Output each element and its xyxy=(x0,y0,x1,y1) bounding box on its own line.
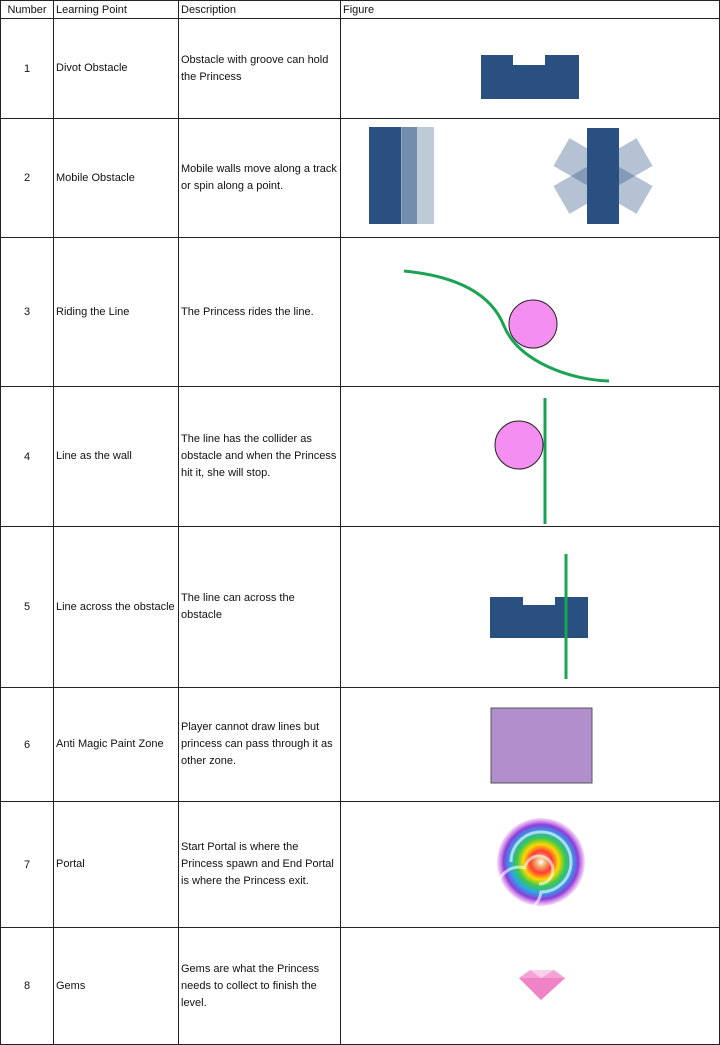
learning-point-description: Gems are what the Princess needs to collect to finish the level. xyxy=(179,928,341,1045)
mobile-obstacle-figure xyxy=(341,119,720,237)
learning-point-name: Riding the Line xyxy=(54,238,179,387)
learning-point-name: Anti Magic Paint Zone xyxy=(54,688,179,802)
figure-cell xyxy=(341,527,720,688)
learning-point-name: Gems xyxy=(54,928,179,1045)
table-row xyxy=(1,928,720,1045)
row-number: 1 xyxy=(1,19,54,119)
table-row xyxy=(1,802,720,928)
divot-obstacle-shape xyxy=(490,597,588,638)
figure-cell xyxy=(341,802,720,928)
learning-point-description: The Princess rides the line. xyxy=(179,238,341,387)
learning-point-description: Start Portal is where the Princess spawn and End Portal is where the Princess exit. xyxy=(179,802,341,928)
table-row xyxy=(1,387,720,527)
learning-point-name: Line across the obstacle xyxy=(54,527,179,688)
learning-point-name: Mobile Obstacle xyxy=(54,119,179,238)
learning-point-description: Obstacle with groove can hold the Princess xyxy=(179,19,341,119)
row-number: 2 xyxy=(1,119,54,238)
divot-obstacle-figure xyxy=(341,19,720,118)
gem-figure xyxy=(341,928,720,1044)
divot-obstacle-shape xyxy=(481,55,579,99)
portal-icon xyxy=(497,818,585,911)
row-number: 7 xyxy=(1,802,54,928)
header-number: Number xyxy=(1,1,54,19)
princess-ball xyxy=(495,421,543,469)
spinning-wall-shape xyxy=(553,128,652,224)
row-number: 5 xyxy=(1,527,54,688)
figure-cell xyxy=(341,119,720,238)
learning-point-description: The line can across the obstacle xyxy=(179,527,341,688)
line-across-obstacle-figure xyxy=(341,527,720,687)
figure-cell xyxy=(341,387,720,527)
learning-point-description: The line has the collider as obstacle and when the Princess hit it, she will stop. xyxy=(179,387,341,527)
table-row xyxy=(1,238,720,387)
learning-point-description: Player cannot draw lines but princess can pass through it as other zone. xyxy=(179,688,341,802)
learning-point-description: Mobile walls move along a track or spin along a point. xyxy=(179,119,341,238)
row-number: 4 xyxy=(1,387,54,527)
learning-point-name: Portal xyxy=(54,802,179,928)
princess-ball xyxy=(509,300,557,348)
figure-cell xyxy=(341,19,720,119)
learning-point-name: Line as the wall xyxy=(54,387,179,527)
gem-icon xyxy=(519,970,565,1000)
sliding-wall-shape xyxy=(369,127,434,224)
header-description: Description xyxy=(179,1,341,19)
anti-magic-zone-shape xyxy=(491,708,592,783)
table-row xyxy=(1,119,720,238)
riding-line-figure xyxy=(341,238,720,386)
anti-magic-zone-figure xyxy=(341,688,720,801)
figure-cell xyxy=(341,928,720,1045)
header-learning-point: Learning Point xyxy=(54,1,179,19)
figure-cell xyxy=(341,688,720,802)
table-row xyxy=(1,688,720,802)
table-row xyxy=(1,19,720,119)
header-row xyxy=(1,1,720,19)
row-number: 3 xyxy=(1,238,54,387)
header-figure: Figure xyxy=(341,1,720,19)
drawn-line xyxy=(404,271,609,381)
figure-cell xyxy=(341,238,720,387)
row-number: 8 xyxy=(1,928,54,1045)
table-row xyxy=(1,527,720,688)
row-number: 6 xyxy=(1,688,54,802)
portal-figure xyxy=(341,802,720,927)
line-wall-figure xyxy=(341,387,720,526)
learning-point-name: Divot Obstacle xyxy=(54,19,179,119)
